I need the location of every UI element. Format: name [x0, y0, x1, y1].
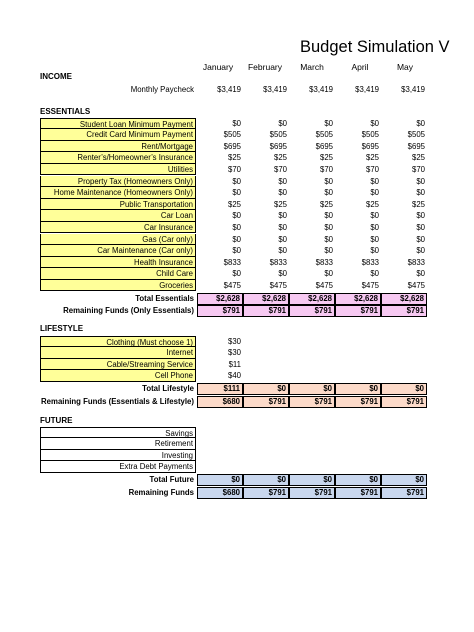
value-cell: $0	[381, 474, 427, 486]
value-cell[interactable]: $0	[324, 246, 333, 256]
section-header: ESSENTIALS	[40, 107, 91, 116]
value-cell[interactable]	[197, 450, 243, 462]
value-cell: $791	[289, 305, 335, 317]
value-cell: $0	[335, 474, 381, 486]
value-cell[interactable]	[381, 336, 427, 348]
value-cell[interactable]: $0	[416, 188, 425, 198]
value-cell[interactable]: $11	[228, 359, 241, 369]
value-cell[interactable]: $833	[361, 257, 379, 267]
value-cell[interactable]: $505	[269, 130, 287, 140]
value-cell[interactable]	[243, 450, 289, 462]
value-cell: $0	[289, 383, 335, 395]
value-cell[interactable]: $0	[278, 118, 287, 128]
value-cell[interactable]: $505	[315, 130, 333, 140]
value-cell[interactable]: $70	[319, 164, 333, 174]
value-cell: $111	[197, 383, 243, 395]
value-cell[interactable]: $0	[370, 211, 379, 221]
value-cell[interactable]: $3,419	[355, 85, 379, 94]
value-cell[interactable]: $25	[411, 199, 425, 209]
month-header: May	[396, 62, 414, 72]
value-cell[interactable]	[335, 359, 381, 371]
value-cell[interactable]	[335, 450, 381, 462]
value-cell: $2,628	[197, 293, 243, 305]
value-cell[interactable]: $25	[273, 153, 287, 163]
value-cell[interactable]: $695	[315, 141, 333, 151]
row-label: Clothing (Must choose 1)	[40, 336, 196, 348]
value-cell[interactable]: $0	[324, 211, 333, 221]
value-cell[interactable]: $0	[324, 234, 333, 244]
total-label: Total Lifestyle	[142, 384, 194, 394]
value-cell: $0	[243, 383, 289, 395]
value-cell[interactable]	[289, 359, 335, 371]
value-cell[interactable]: $0	[278, 188, 287, 198]
value-cell[interactable]: $0	[324, 176, 333, 186]
value-cell[interactable]: $695	[223, 141, 241, 151]
value-cell: $0	[335, 383, 381, 395]
value-cell[interactable]: $0	[416, 176, 425, 186]
value-cell: $2,628	[381, 293, 427, 305]
value-cell[interactable]: $70	[365, 164, 379, 174]
value-cell[interactable]: $0	[232, 176, 241, 186]
value-cell[interactable]	[243, 427, 289, 439]
row-label: Child Care	[40, 268, 196, 280]
value-cell[interactable]: $25	[319, 153, 333, 163]
value-cell[interactable]: $695	[269, 141, 287, 151]
value-cell[interactable]	[335, 438, 381, 450]
value-cell[interactable]	[243, 438, 289, 450]
value-cell: $0	[289, 474, 335, 486]
value-cell[interactable]: $25	[227, 153, 241, 163]
value-cell[interactable]: $30	[227, 348, 241, 358]
value-cell[interactable]: $505	[223, 130, 241, 140]
sheet-title: Budget Simulation V	[300, 38, 450, 56]
row-label: Retirement	[40, 438, 196, 450]
row-label: Home Maintenance (Homeowners Only)	[40, 187, 196, 199]
value-cell[interactable]: $0	[232, 234, 241, 244]
value-cell[interactable]: $0	[370, 176, 379, 186]
value-cell: $791	[381, 396, 427, 408]
value-cell[interactable]	[197, 461, 243, 473]
value-cell: $2,628	[289, 293, 335, 305]
value-cell[interactable]: $25	[365, 199, 379, 209]
row-label: Monthly Paycheck	[130, 85, 194, 94]
value-cell[interactable]: $0	[370, 188, 379, 198]
row-label: Property Tax (Homeowners Only)	[40, 176, 196, 188]
value-cell[interactable]: $0	[232, 211, 241, 221]
value-cell[interactable]: $40	[227, 371, 241, 381]
section-header: FUTURE	[40, 416, 73, 425]
value-cell[interactable]: $3,419	[263, 85, 287, 94]
total-label: Total Essentials	[135, 293, 194, 303]
row-label: Savings	[40, 427, 196, 439]
remaining-label: Remaining Funds (Essentials & Lifestyle)	[41, 396, 194, 406]
remaining-label: Remaining Funds (Only Essentials)	[63, 305, 194, 315]
value-cell[interactable]: $70	[227, 164, 241, 174]
value-cell[interactable]	[243, 359, 289, 371]
row-label: Investing	[40, 450, 196, 462]
value-cell[interactable]: $505	[361, 130, 379, 140]
value-cell[interactable]	[381, 347, 427, 359]
row-label: Car Loan	[40, 210, 196, 222]
value-cell: $680	[197, 487, 243, 499]
value-cell[interactable]: $70	[411, 164, 425, 174]
value-cell[interactable]	[289, 438, 335, 450]
value-cell[interactable]	[289, 450, 335, 462]
value-cell[interactable]	[243, 461, 289, 473]
value-cell[interactable]	[381, 461, 427, 473]
value-cell[interactable]	[335, 347, 381, 359]
row-label: Utilities	[40, 164, 196, 176]
remaining-label: Remaining Funds	[128, 487, 194, 497]
row-label: Gas (Car only)	[40, 234, 196, 246]
value-cell[interactable]	[243, 347, 289, 359]
value-cell: $2,628	[335, 293, 381, 305]
section-header: INCOME	[40, 72, 72, 81]
value-cell[interactable]: $0	[370, 118, 379, 128]
value-cell[interactable]	[381, 438, 427, 450]
value-cell[interactable]: $25	[273, 199, 287, 209]
value-cell[interactable]: $833	[315, 257, 333, 267]
value-cell[interactable]: $0	[416, 269, 425, 279]
value-cell[interactable]	[289, 427, 335, 439]
value-cell[interactable]	[381, 427, 427, 439]
total-label: Total Future	[149, 475, 194, 485]
value-cell[interactable]: $475	[315, 280, 333, 290]
value-cell[interactable]	[335, 370, 381, 382]
row-label: Extra Debt Payments	[40, 461, 196, 473]
row-label: Car Maintenance (Car only)	[40, 245, 196, 257]
value-cell[interactable]	[289, 461, 335, 473]
value-cell[interactable]: $0	[232, 269, 241, 279]
row-label: Groceries	[40, 280, 196, 292]
value-cell[interactable]: $0	[324, 118, 333, 128]
value-cell[interactable]	[197, 438, 243, 450]
value-cell[interactable]: $0	[278, 176, 287, 186]
row-label: Student Loan Minimum Payment	[40, 118, 196, 130]
value-cell[interactable]	[381, 359, 427, 371]
value-cell[interactable]: $0	[324, 188, 333, 198]
value-cell: $791	[243, 396, 289, 408]
value-cell[interactable]	[335, 461, 381, 473]
value-cell[interactable]: $475	[407, 280, 425, 290]
value-cell[interactable]: $833	[407, 257, 425, 267]
row-label: Rent/Mortgage	[40, 141, 196, 153]
value-cell[interactable]: $25	[411, 153, 425, 163]
value-cell: $791	[381, 487, 427, 499]
value-cell[interactable]: $3,419	[401, 85, 425, 94]
value-cell: $791	[335, 305, 381, 317]
value-cell[interactable]: $0	[416, 222, 425, 232]
value-cell[interactable]: $0	[278, 222, 287, 232]
month-header: January	[202, 62, 234, 72]
value-cell[interactable]: $25	[319, 199, 333, 209]
value-cell: $791	[243, 487, 289, 499]
value-cell[interactable]: $833	[269, 257, 287, 267]
value-cell: $0	[381, 383, 427, 395]
month-header: February	[247, 62, 282, 72]
value-cell: $791	[335, 396, 381, 408]
value-cell[interactable]	[243, 370, 289, 382]
section-header: LIFESTYLE	[40, 324, 84, 333]
value-cell[interactable]: $695	[361, 141, 379, 151]
value-cell[interactable]: $0	[324, 222, 333, 232]
value-cell[interactable]: $0	[278, 234, 287, 244]
month-header: March	[300, 62, 324, 72]
value-cell: $791	[197, 305, 243, 317]
value-cell[interactable]: $0	[370, 246, 379, 256]
value-cell: $791	[289, 396, 335, 408]
value-cell[interactable]: $25	[365, 153, 379, 163]
value-cell[interactable]: $0	[370, 234, 379, 244]
value-cell: $2,628	[243, 293, 289, 305]
value-cell[interactable]	[381, 370, 427, 382]
value-cell[interactable]: $833	[223, 257, 241, 267]
value-cell[interactable]	[197, 427, 243, 439]
value-cell[interactable]	[289, 347, 335, 359]
value-cell: $791	[381, 305, 427, 317]
row-label: Credit Card Minimum Payment	[40, 129, 196, 141]
row-label: Cell Phone	[40, 370, 196, 382]
value-cell[interactable]: $70	[273, 164, 287, 174]
value-cell: $791	[289, 487, 335, 499]
value-cell: $791	[335, 487, 381, 499]
value-cell[interactable]: $0	[370, 222, 379, 232]
value-cell[interactable]	[289, 370, 335, 382]
value-cell[interactable]: $0	[232, 222, 241, 232]
value-cell[interactable]: $0	[370, 269, 379, 279]
value-cell: $0	[197, 474, 243, 486]
row-label: Car Insurance	[40, 222, 196, 234]
value-cell[interactable]: $505	[407, 130, 425, 140]
value-cell[interactable]: $30	[227, 336, 241, 346]
value-cell[interactable]: $475	[361, 280, 379, 290]
row-label: Health Insurance	[40, 257, 196, 269]
value-cell[interactable]: $0	[416, 211, 425, 221]
value-cell[interactable]: $0	[278, 246, 287, 256]
value-cell: $0	[243, 474, 289, 486]
value-cell[interactable]: $0	[232, 188, 241, 198]
value-cell[interactable]: $0	[278, 211, 287, 221]
value-cell[interactable]: $0	[416, 246, 425, 256]
value-cell[interactable]: $695	[407, 141, 425, 151]
month-header: April	[351, 62, 369, 72]
value-cell[interactable]	[381, 450, 427, 462]
value-cell: $680	[197, 396, 243, 408]
value-cell[interactable]: $3,419	[309, 85, 333, 94]
value-cell[interactable]	[243, 336, 289, 348]
value-cell: $791	[243, 305, 289, 317]
value-cell[interactable]: $0	[416, 118, 425, 128]
row-label: Cable/Streaming Service	[40, 359, 196, 371]
row-label: Public Transportation	[40, 199, 196, 211]
value-cell[interactable]	[289, 336, 335, 348]
value-cell[interactable]: $475	[269, 280, 287, 290]
value-cell[interactable]: $3,419	[217, 85, 241, 94]
row-label: Internet	[40, 347, 196, 359]
value-cell[interactable]: $475	[223, 280, 241, 290]
value-cell[interactable]: $0	[278, 269, 287, 279]
value-cell[interactable]	[335, 336, 381, 348]
row-label: Renter’s/Homeowner’s Insurance	[40, 152, 196, 164]
value-cell[interactable]	[335, 427, 381, 439]
value-cell[interactable]: $0	[232, 118, 241, 128]
value-cell[interactable]: $0	[232, 246, 241, 256]
value-cell[interactable]: $25	[227, 199, 241, 209]
value-cell[interactable]: $0	[416, 234, 425, 244]
value-cell[interactable]: $0	[324, 269, 333, 279]
